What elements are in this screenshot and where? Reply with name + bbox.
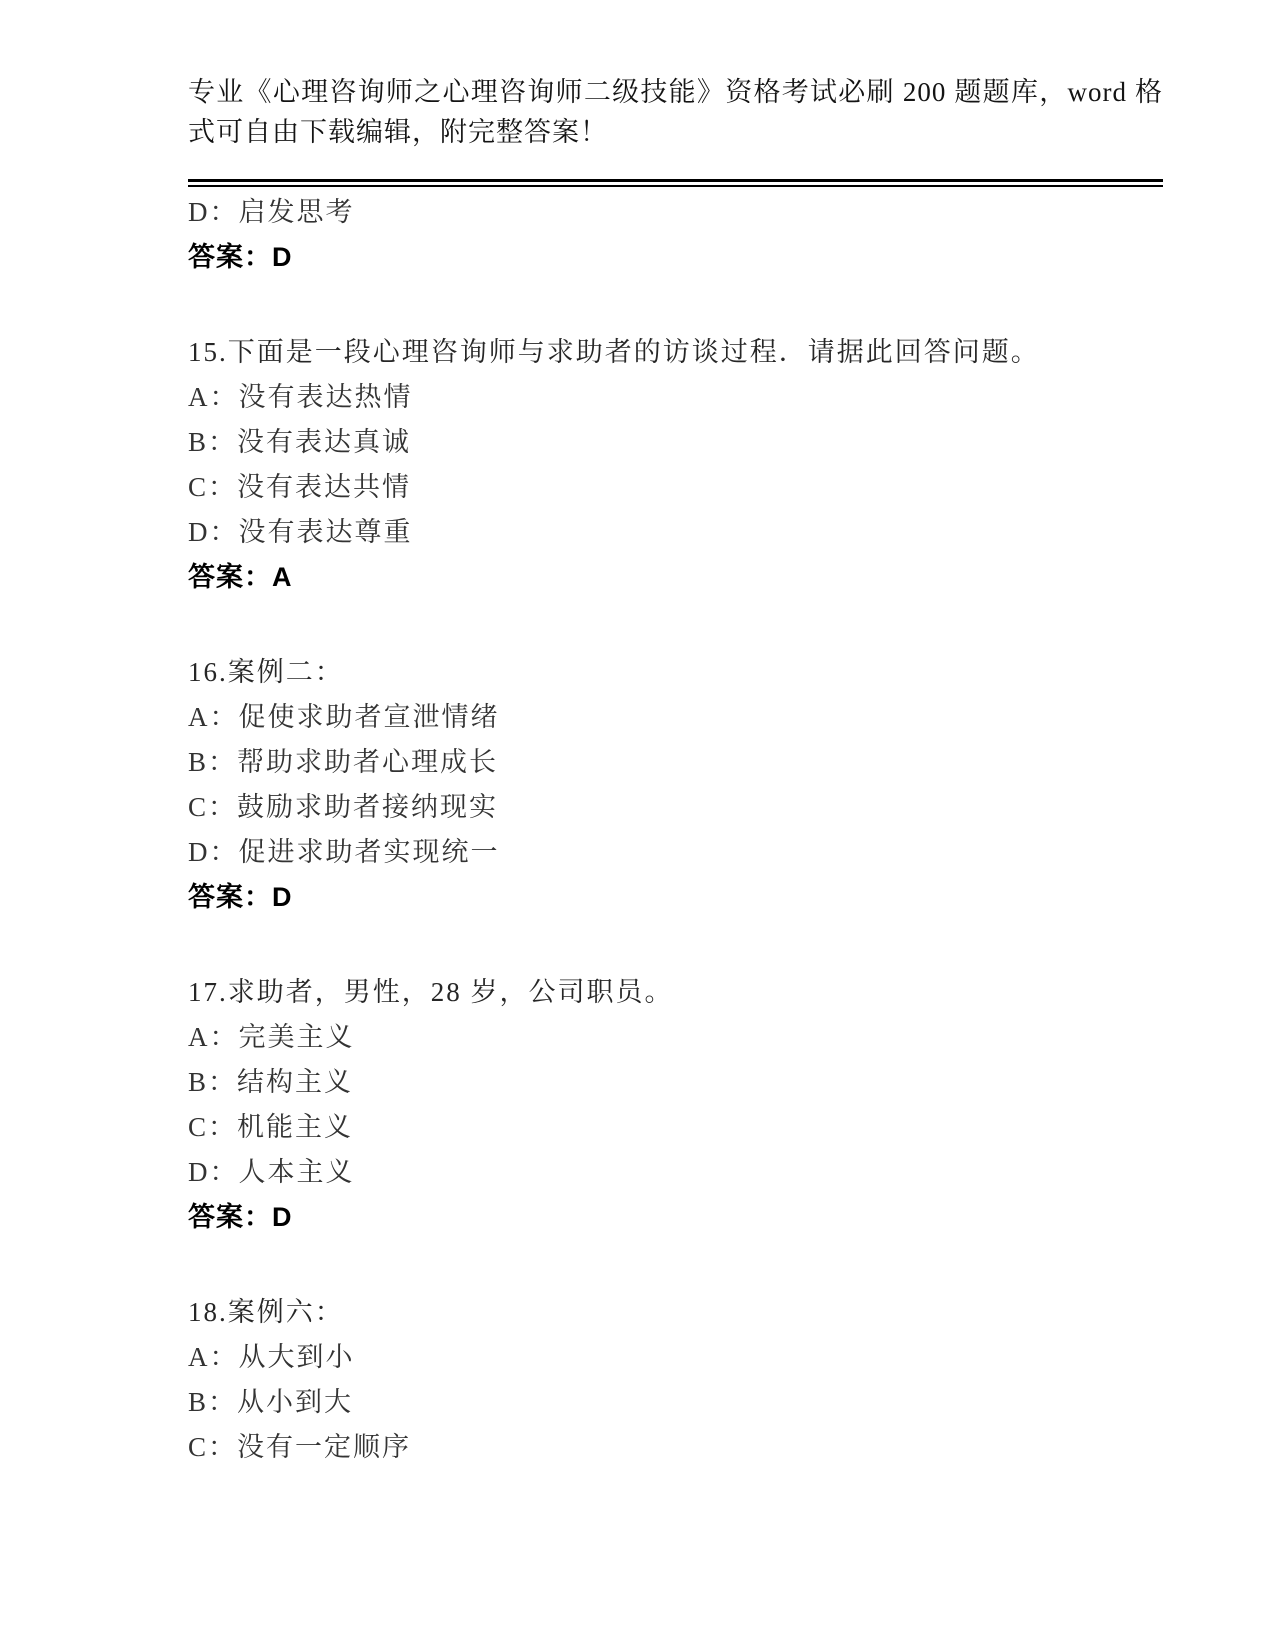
option-line-c: C：没有一定顺序 (188, 1432, 412, 1462)
question-title: 15.下面是一段心理咨询师与求助者的访谈过程．请据此回答问题。 (188, 337, 1040, 367)
option-line-a: A：促使求助者宣泄情绪 (188, 702, 500, 732)
option-line-b: B：没有表达真诚 (188, 427, 412, 457)
option-line-a: A：从大到小 (188, 1342, 355, 1372)
option-line-b: B：从小到大 (188, 1387, 354, 1417)
question-title: 18.案例六： (188, 1297, 344, 1327)
page-header (188, 72, 1163, 152)
option-line-c: C：机能主义 (188, 1112, 354, 1142)
option-line-d: D：启发思考 (188, 197, 355, 227)
option-line-c: C：没有表达共情 (188, 472, 412, 502)
answer-line: 答案：D (188, 1202, 293, 1232)
question-block-16 (188, 650, 1163, 920)
header-text: 专业《心理咨询师之心理咨询师二级技能》资格考试必刷 200 题题库，word 格式可自由下载编辑，附完整答案！ (188, 77, 1163, 147)
answer-line: 答案：D (188, 242, 293, 272)
question-block-15 (188, 330, 1163, 600)
document-body (188, 190, 1163, 1470)
answer-line: 答案：A (188, 562, 293, 592)
option-line-a: A：没有表达热情 (188, 382, 413, 412)
option-line-b: B：结构主义 (188, 1067, 354, 1097)
option-line-d: D：促进求助者实现统一 (188, 837, 500, 867)
question-block-18 (188, 1290, 1163, 1470)
option-line-b: B：帮助求助者心理成长 (188, 747, 499, 777)
question-title: 16.案例二： (188, 657, 344, 687)
option-line-d: D：人本主义 (188, 1157, 355, 1187)
answer-line: 答案：D (188, 882, 293, 912)
question-block-continued (188, 190, 1163, 280)
option-line-c: C：鼓励求助者接纳现实 (188, 792, 499, 822)
option-line-d: D：没有表达尊重 (188, 517, 413, 547)
question-title: 17.求助者，男性，28 岁，公司职员。 (188, 977, 674, 1007)
option-line-a: A：完美主义 (188, 1022, 355, 1052)
question-block-17 (188, 970, 1163, 1240)
header-divider-rule (188, 179, 1163, 187)
